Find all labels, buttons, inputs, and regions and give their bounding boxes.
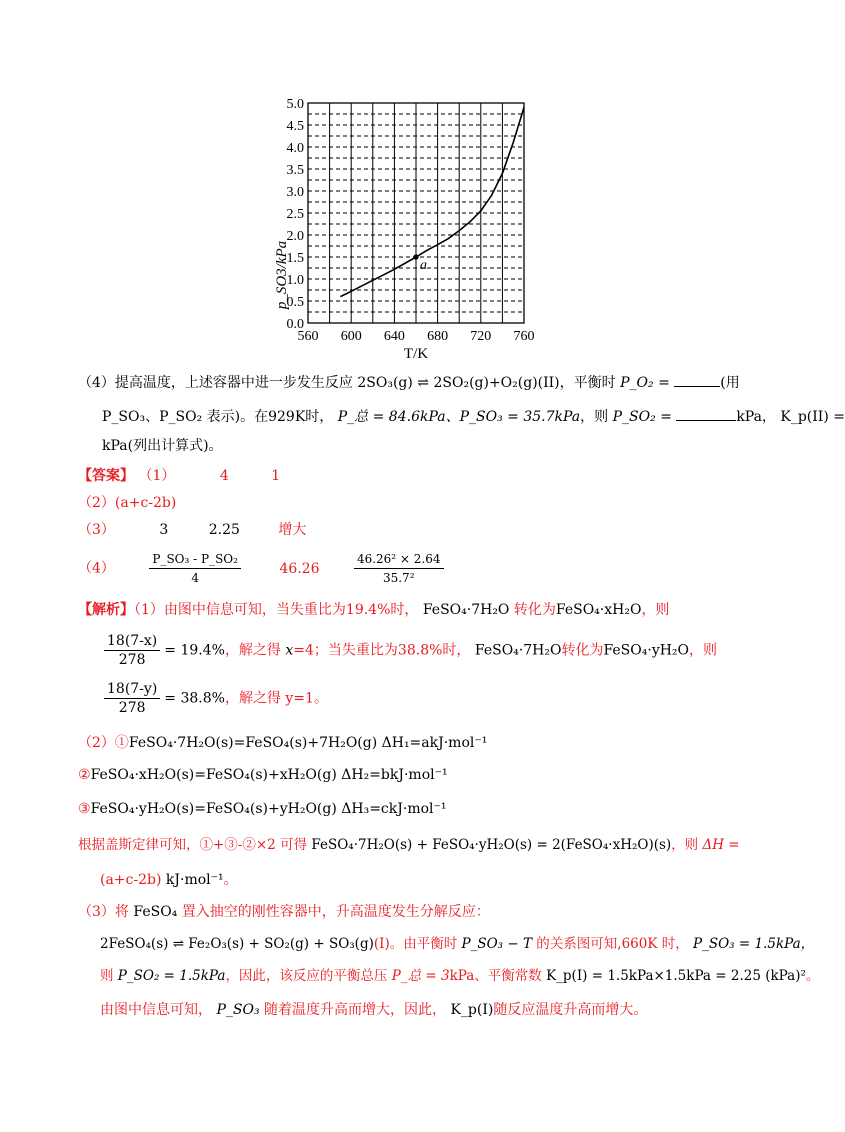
answer-value: 1 [271,468,281,484]
pso2-expression: P_SO₂ = [612,409,672,425]
delta-h: ΔH = [702,837,740,853]
x-tick-label: 720 [470,329,492,344]
analysis-text: ，则 [641,602,670,618]
fraction-numerator: 46.26² × 2.64 [354,550,444,569]
pressure-symbol: P_SO₃ [216,1002,260,1018]
analysis-part3-line3 [100,966,819,986]
analysis-text: ，则 [671,837,699,853]
question-text: (用 [720,375,740,391]
kp-expression: K_p(II) = [780,409,845,425]
answer-line2: （2）(a+c-2b) [78,495,177,511]
analysis-text: 转化为 [513,602,556,618]
y-tick-label: 4.0 [286,141,304,156]
analysis-eq2 [78,765,448,785]
pressure-values: P_总 = 84.6kPa、P_SO₃ = 35.7kPa [337,409,581,425]
answer-blank-po2 [674,372,720,387]
equation-rhs: = 38.8% [164,690,225,707]
analysis-text: （3）将 [78,904,129,920]
analysis-text: 置入抽空的刚性容器中，升高温度发生分解反应： [181,904,490,920]
analysis-hess-result [100,870,238,890]
reaction-equation: 2SO₃(g) ⇌ 2SO₂(g)+O₂(g)(II) [357,375,560,391]
x-tick-label: 760 [513,329,535,344]
answer-line1 [78,466,280,486]
kp-symbol: K_p(I) [450,1002,494,1018]
answer-tag: 【答案】 [78,468,134,484]
analysis-eq3 [78,799,447,819]
x-tick-label: 600 [340,329,362,344]
kp-calculation: K_p(I) = 1.5kPa×1.5kPa = 2.25 (kPa)² [546,968,806,984]
question-text: kPa， [736,409,776,425]
analysis-text: ② [78,767,91,783]
answer-fraction-2 [354,550,444,587]
pressure-value: P_SO₂ = 1.5kPa [117,968,226,984]
analysis-text: ，解之得 [224,642,281,659]
thermo-equation: FeSO₄·7H₂O(s)=FeSO₄(s)+7H₂O(g) ΔH₁=akJ·mol⁻¹ [128,735,488,751]
y-tick-label: 3.5 [286,163,304,178]
analysis-text: 转化为 [561,642,604,659]
analysis-text: 随反应温度升高而增大。 [493,1002,648,1018]
fraction-y [104,680,160,717]
y-tick-label: 3.0 [286,185,304,200]
unit: kJ·mol⁻¹ [165,872,224,888]
question-text: 提高温度，上述容器中进一步发生反应 [114,375,353,391]
answer-value: 4 [219,468,229,484]
answer-value: 3 [159,522,169,538]
fraction-denominator: 278 [118,700,146,716]
analysis-line3 [100,680,328,717]
analysis-text: ×2 可得 [255,837,308,853]
combined-equation: FeSO₄·7H₂O(s) + FeSO₄·yH₂O(s) = 2(FeSO₄·xH₂O)(s) [311,837,672,853]
answer-value: 增大 [278,522,307,538]
analysis-line2 [100,632,717,669]
formula: FeSO₄·xH₂O [555,602,642,618]
analysis-text: 随着温度升高而增大，因此， [264,1002,447,1018]
answer-label: （4） [78,560,115,577]
answer-value: 46.26 [279,560,320,577]
decomposition-equation: 2FeSO₄(s) ⇌ Fe₂O₃(s) + SO₂(g) + SO₃(g) [100,936,374,952]
answer-blank-pso2 [676,406,736,421]
y-axis-label: p_SO3/kPa [274,240,290,310]
analysis-eq1 [78,733,487,753]
x-tick-label: 560 [297,329,319,344]
analysis-hess [78,835,740,855]
variable: x [285,642,294,659]
y-tick-label: 2.5 [286,207,304,222]
analysis-text: 。 [223,872,238,888]
x-tick-label: 680 [427,329,449,344]
x-axis-label: T/K [403,346,429,362]
analysis-tag: 【解析】 [78,602,134,618]
analysis-text: ③ [78,801,91,817]
formula: FeSO₄·7H₂O [422,602,510,618]
analysis-part3-line2 [100,934,814,954]
answer-label: （3） [78,522,115,538]
question-text: ，则 [580,409,609,425]
analysis-text: ，则 [689,642,718,659]
answer-line4 [78,550,448,587]
analysis-text: =4；当失重比为38.8%时， [293,642,471,659]
question-4-line1 [78,372,740,393]
equation-rhs: = 19.4% [164,642,225,659]
analysis-text: 。 [805,968,820,984]
analysis-text: （2）① [78,735,129,751]
fraction-denominator: 278 [118,652,146,668]
point-a-marker [413,254,418,259]
analysis-text: ，因此，该反应的平衡总压 [225,968,388,984]
answer-line3 [78,520,306,540]
analysis-part3-line4 [100,1000,647,1020]
question-text: kPa(列出计算式)。 [102,438,223,454]
answer-value: 2.25 [208,522,240,538]
fraction-denominator: 4 [191,571,199,585]
question-text: P_SO₃、P_SO₂ 表示)。在929K时， [102,409,334,425]
po2-expression: P_O₂ = [620,375,670,391]
fraction-denominator: 35.7² [382,571,415,585]
total-pressure: P_总 = 3 [391,968,450,984]
question-number: （4） [78,375,115,391]
x-tick-label: 640 [383,329,405,344]
formula: FeSO₄ [133,904,178,920]
formula: FeSO₄·yH₂O [603,642,690,659]
y-tick-label: 2.0 [286,229,304,244]
y-tick-label: 4.5 [286,119,304,134]
fraction-numerator: 18(7-y) [104,680,160,699]
thermo-equation: FeSO₄·yH₂O(s)=FeSO₄(s)+yH₂O(g) ΔH₃=ckJ·mol⁻¹ [90,801,447,817]
fraction-x [104,632,160,669]
chart-grid [308,103,524,323]
fraction-numerator: P_SO₃ - P_SO₂ [149,550,241,569]
relation: P_SO₃ − T [461,936,532,952]
y-tick-label: 1.5 [286,251,304,266]
analysis-line1 [78,600,669,620]
question-4-line3 [102,436,223,456]
analysis-text: (I)。由平衡时 [373,936,458,952]
analysis-text: 根据盖斯定律可知，①+③-② [78,837,256,853]
y-tick-label: 0.5 [286,295,304,310]
analysis-text: ，解之得 y=1。 [224,690,328,707]
analysis-text: （1）由图中信息可知，当失重比为19.4%时， [134,602,419,618]
fraction-numerator: 18(7-x) [104,632,160,651]
y-tick-label: 5.0 [286,97,304,112]
analysis-text: (a+c-2b) [100,872,162,888]
y-tick-label: 1.0 [286,273,304,288]
question-4-line2 [102,406,845,427]
analysis-text: 的关系图可知,660K 时， [536,936,689,952]
analysis-text: 则 [100,968,114,984]
analysis-text: kPa、平衡常数 [449,968,542,984]
chart-tick-labels [287,97,535,344]
thermo-equation: FeSO₄·xH₂O(s)=FeSO₄(s)+xH₂O(g) ΔH₂=bkJ·mol⁻¹ [90,767,448,783]
formula: FeSO₄·7H₂O [474,642,562,659]
analysis-part3-line1 [78,902,490,922]
question-text: ，平衡时 [559,375,616,391]
point-a-label: a [420,258,427,273]
answer-label: （1） [138,468,176,484]
analysis-text: 由图中信息可知， [100,1002,212,1018]
y-tick-label: 0.0 [286,317,304,332]
pressure-value: P_SO₃ = 1.5kPa， [693,936,815,952]
answer-fraction-1 [149,550,241,587]
pso3-temperature-chart [270,90,550,360]
